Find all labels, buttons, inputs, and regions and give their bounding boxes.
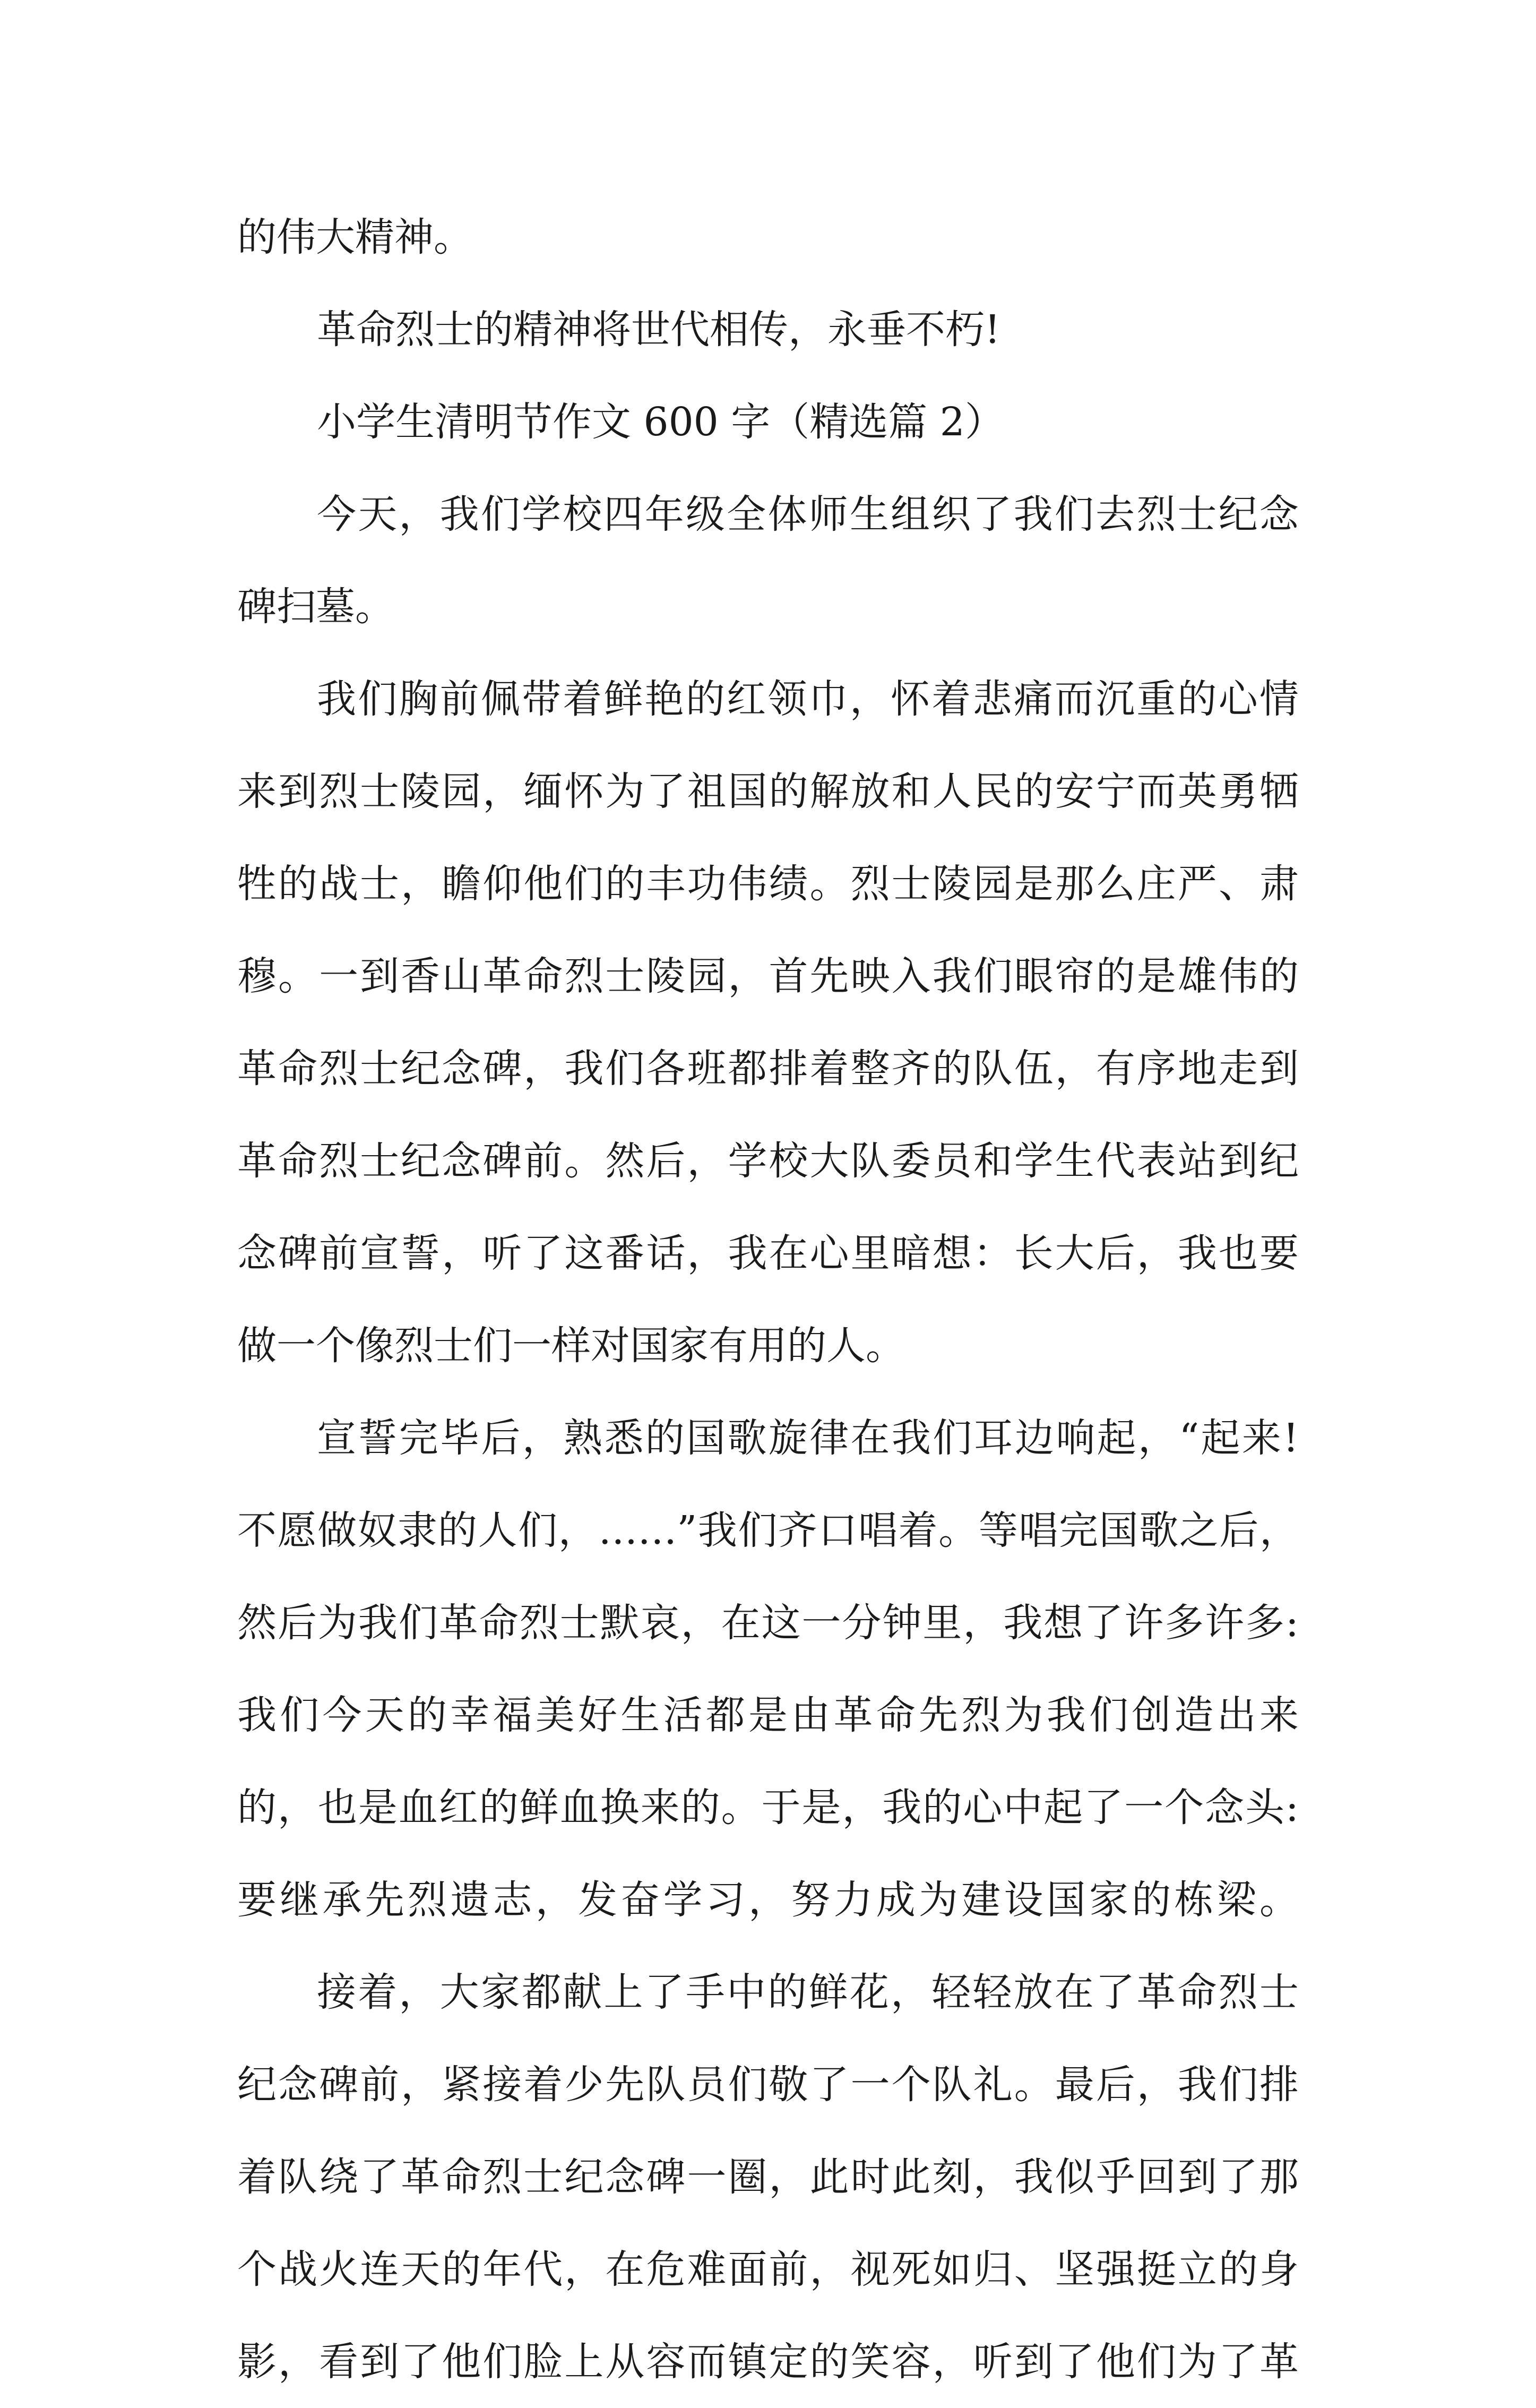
text-line: 做一个像烈士们一样对国家有用的人。 bbox=[237, 1323, 905, 1369]
text-line: 影，看到了他们脸上从容而镇定的笑容，听到了他们为了革 bbox=[237, 2339, 1299, 2385]
text-line: 我们今天的幸福美好生活都是由革命先烈为我们创造出来 bbox=[237, 1692, 1299, 1738]
text-line: 的，也是血红的鲜血换来的。于是，我的心中起了一个念头: bbox=[237, 1785, 1299, 1830]
text-line: 来到烈士陵园，缅怀为了祖国的解放和人民的安宁而英勇牺 bbox=[237, 769, 1299, 814]
text-line: 碑扫墓。 bbox=[237, 584, 394, 630]
text-line: 接着，大家都献上了手中的鲜花，轻轻放在了革命烈士 bbox=[317, 1970, 1299, 2015]
text-line: 革命烈士的精神将世代相传，永垂不朽! bbox=[317, 307, 1000, 352]
text-line: 革命烈士纪念碑，我们各班都排着整齐的队伍，有序地走到 bbox=[237, 1046, 1299, 1091]
text-line: 不愿做奴隶的人们，……”我们齐口唱着。等唱完国歌之后， bbox=[237, 1508, 1299, 1553]
text-line: 的伟大精神。 bbox=[237, 214, 473, 260]
text-line: 宣誓完毕后，熟悉的国歌旋律在我们耳边响起，“起来! bbox=[317, 1415, 1299, 1461]
document-body bbox=[237, 191, 1299, 2408]
text-line: 然后为我们革命烈士默哀，在这一分钟里，我想了许多许多: bbox=[237, 1600, 1299, 1646]
text-line: 我们胸前佩带着鲜艳的红领巾，怀着悲痛而沉重的心情 bbox=[317, 676, 1299, 722]
text-line: 革命烈士纪念碑前。然后，学校大队委员和学生代表站到纪 bbox=[237, 1138, 1299, 1184]
text-line: 穆。一到香山革命烈士陵园，首先映入我们眼帘的是雄伟的 bbox=[237, 953, 1299, 999]
text-line: 今天，我们学校四年级全体师生组织了我们去烈士纪念 bbox=[317, 492, 1299, 537]
text-line: 纪念碑前，紧接着少先队员们敬了一个队礼。最后，我们排 bbox=[237, 2062, 1299, 2108]
section-heading: 小学生清明节作文 600 字（精选篇 2） bbox=[317, 399, 1004, 445]
text-line: 着队绕了革命烈士纪念碑一圈，此时此刻，我似乎回到了那 bbox=[237, 2154, 1299, 2200]
text-line: 要继承先烈遗志，发奋学习，努力成为建设国家的栋梁。 bbox=[237, 1877, 1299, 1923]
text-line: 牲的战士，瞻仰他们的丰功伟绩。烈士陵园是那么庄严、肃 bbox=[237, 861, 1299, 907]
text-line: 念碑前宣誓，听了这番话，我在心里暗想：长大后，我也要 bbox=[237, 1231, 1299, 1276]
text-line: 个战火连天的年代，在危难面前，视死如归、坚强挺立的身 bbox=[237, 2247, 1299, 2292]
